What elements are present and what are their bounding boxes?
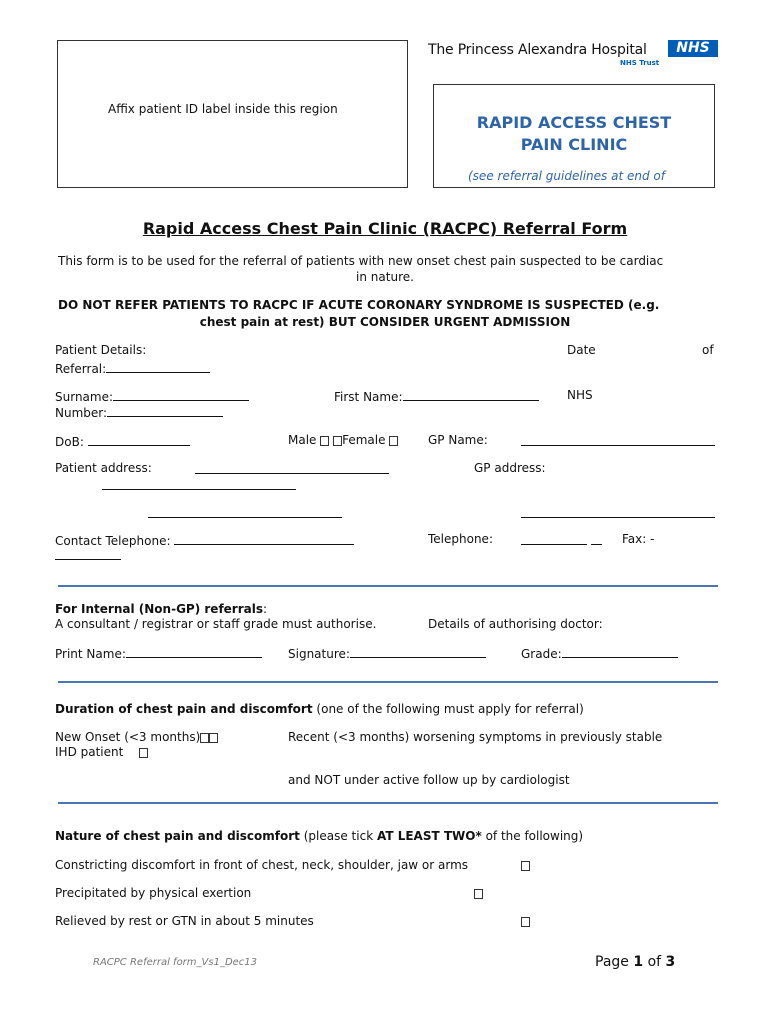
nature-checkbox-constricting[interactable] [521, 861, 530, 871]
contact-telephone-field[interactable] [55, 532, 354, 548]
duration-heading-text: Duration of chest pain and discomfort [55, 702, 313, 716]
first-name-label: First Name: [334, 390, 403, 404]
fax-line[interactable] [55, 547, 121, 560]
first-name-line[interactable] [403, 388, 539, 401]
internal-heading-text: For Internal (Non-GP) referrals [55, 602, 263, 616]
clinic-title-box [433, 84, 715, 188]
patient-address-line2[interactable] [102, 477, 296, 490]
dob-line[interactable] [88, 433, 190, 446]
male-label: Male [288, 433, 317, 447]
grade-line[interactable] [562, 645, 678, 658]
print-name-line[interactable] [126, 645, 262, 658]
intro-line1: This form is to be used for the referral of patients with new onset chest pain suspected to be cardiac [58, 254, 664, 268]
new-onset-checkbox-2[interactable] [209, 733, 218, 743]
print-name-field[interactable] [55, 645, 262, 661]
clinic-note: (see referral guidelines at end of [468, 169, 665, 183]
nhs-label: NHS [567, 388, 593, 402]
patient-address-label: Patient address: [55, 461, 152, 475]
referral-date-line[interactable] [106, 360, 210, 373]
gp-telephone-line-ext[interactable] [591, 532, 602, 545]
nature-checkbox-exertion[interactable] [474, 889, 483, 899]
grade-field[interactable] [521, 645, 678, 661]
page-of-word: of [647, 954, 662, 970]
nature-item-constricting: Constricting discomfort in front of chest, neck, shoulder, jaw or arms [55, 858, 469, 872]
section-divider-2 [58, 681, 718, 683]
surname-label: Surname: [55, 390, 114, 404]
duration-note: (one of the following must apply for referral) [316, 702, 584, 716]
nhs-number-line[interactable] [107, 404, 223, 417]
date-of-label: of [702, 343, 714, 357]
internal-referrals-heading [55, 602, 267, 616]
patient-address-line3[interactable] [148, 505, 342, 518]
intro-line2: in nature. [356, 270, 414, 284]
nature-item-relieved: Relieved by rest or GTN in about 5 minutes [55, 914, 314, 928]
page-current: 1 [633, 954, 644, 970]
nature-note-pre: (please tick [303, 829, 374, 843]
gp-name-label: GP Name: [428, 433, 488, 447]
signature-line[interactable] [350, 645, 486, 658]
female-checkbox[interactable] [389, 436, 398, 446]
fax-label: Fax: - [622, 532, 655, 546]
ihd-patient-label: IHD patient [55, 745, 124, 759]
hospital-name: The Princess Alexandra Hospital [428, 42, 647, 58]
signature-label: Signature: [288, 647, 350, 661]
nature-heading [55, 829, 583, 843]
contact-telephone-line[interactable] [174, 532, 354, 545]
page-total: 3 [665, 954, 676, 970]
new-onset-label: New Onset (<3 months) [55, 730, 201, 744]
page-number [595, 954, 675, 970]
new-onset-option [55, 730, 218, 744]
male-checkbox[interactable] [320, 436, 329, 446]
dob-label: DoB: [55, 435, 84, 449]
telephone-label: Telephone: [428, 532, 493, 546]
patient-id-label-region [57, 40, 408, 188]
nature-note-bold: AT LEAST TWO* [376, 829, 482, 843]
section-divider-3 [58, 802, 718, 804]
clinic-title-line1: RAPID ACCESS CHEST [476, 113, 672, 132]
nature-item-exertion: Precipitated by physical exertion [55, 886, 252, 900]
signature-field[interactable] [288, 645, 486, 661]
gp-telephone-line[interactable] [521, 532, 587, 545]
warning-line1: DO NOT REFER PATIENTS TO RACPC IF ACUTE CORONARY SYNDROME IS SUSPECTED (e.g. [58, 298, 660, 312]
contact-telephone-label: Contact Telephone: [55, 534, 171, 548]
patient-address-line1[interactable] [195, 461, 389, 474]
number-label: Number: [55, 406, 108, 420]
surname-line[interactable] [113, 388, 249, 401]
surname-field[interactable] [55, 388, 249, 404]
page-word: Page [595, 954, 629, 970]
referral-label: Referral: [55, 362, 107, 376]
sex-options [288, 433, 398, 447]
recent-worsening-line1: Recent (<3 months) worsening symptoms in previously stable [288, 730, 663, 744]
nhs-trust-label: NHS Trust [620, 59, 660, 67]
referral-date-field[interactable] [55, 360, 210, 376]
nhs-number-field[interactable] [55, 404, 223, 420]
female-label: Female [342, 433, 386, 447]
gp-address-line[interactable] [521, 505, 715, 518]
form-title: Rapid Access Chest Pain Clinic (RACPC) Referral Form [142, 219, 628, 238]
internal-heading-colon: : [263, 602, 268, 616]
gp-name-line[interactable] [521, 433, 715, 446]
patient-details-label: Patient Details: [55, 343, 147, 357]
patient-id-label-text: Affix patient ID label inside this region [108, 102, 338, 116]
recent-worsening-line2: and NOT under active follow up by cardiologist [288, 773, 570, 787]
print-name-label: Print Name: [55, 647, 126, 661]
grade-label: Grade: [521, 647, 562, 661]
duration-heading [55, 702, 584, 716]
dob-field[interactable] [55, 433, 190, 449]
gp-address-label: GP address: [474, 461, 546, 475]
warning-line2: chest pain at rest) BUT CONSIDER URGENT ADMISSION [199, 315, 571, 329]
consultant-text: A consultant / registrar or staff grade must authorise. [55, 617, 377, 631]
male-checkbox-2[interactable] [333, 436, 342, 446]
first-name-field[interactable] [334, 388, 539, 404]
nature-checkbox-relieved[interactable] [521, 917, 530, 927]
date-label: Date [567, 343, 596, 357]
nature-heading-text: Nature of chest pain and discomfort [55, 829, 300, 843]
authorising-doctor-label: Details of authorising doctor: [428, 617, 603, 631]
ihd-patient-option [55, 745, 148, 759]
footer-version: RACPC Referral form_Vs1_Dec13 [93, 957, 258, 968]
ihd-patient-checkbox[interactable] [139, 748, 148, 758]
new-onset-checkbox[interactable] [200, 733, 209, 743]
nhs-logo: NHS [668, 40, 718, 57]
nature-note-post: of the following) [485, 829, 584, 843]
clinic-title-line2: PAIN CLINIC [520, 135, 628, 154]
section-divider-1 [58, 585, 718, 587]
